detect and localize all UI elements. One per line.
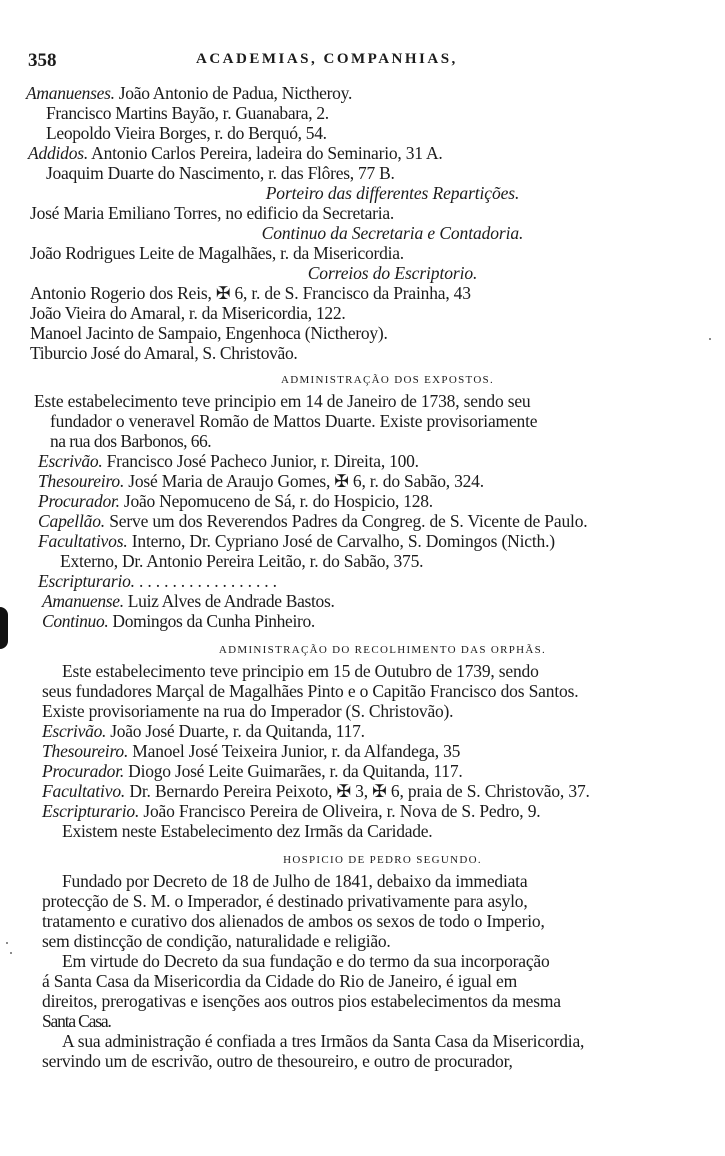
line-text: Este estabelecimento teve principio em 15 de Outubro de 1739, sendo (62, 661, 539, 681)
line-text: direitos, prerogativas e isenções aos outros pios estabelecimentos da mesma (42, 991, 561, 1011)
line-text: Manoel José Teixeira Junior, r. da Alfandega, 35 (128, 741, 461, 761)
line-text: Francisco Martins Bayão, r. Guanabara, 2. (46, 103, 329, 123)
paper-speck (10, 952, 12, 954)
text-line (38, 571, 725, 591)
line-text: tratamento e curativo dos alienados de ambos os sexos de todo o Imperio, (42, 911, 545, 931)
text-line (30, 303, 725, 323)
line-text: fundador o veneravel Romão de Mattos Duarte. Existe provisoriamente (50, 411, 538, 431)
line-text: Francisco José Pacheco Junior, r. Direita, 100. (102, 451, 419, 471)
line-text: Santa Casa. (42, 1011, 111, 1031)
text-line (42, 781, 725, 801)
line-text: na rua dos Barbonos, 66. (50, 431, 212, 451)
role-label: Porteiro das differentes Repartições. (265, 183, 520, 203)
section-heading: ADMINISTRAÇÃO DO RECOLHIMENTO DAS ORPHÃS. (218, 644, 547, 656)
text-line (42, 971, 725, 991)
line-text: Antonio Carlos Pereira, ladeira do Seminario, 31 A. (87, 143, 443, 163)
role-label: Capellão. (38, 511, 106, 531)
line-text: João Antonio de Padua, Nictheroy. (114, 83, 353, 103)
text-line (38, 531, 725, 551)
line-text: Manoel Jacinto de Sampaio, Engenhoca (Nictheroy). (30, 323, 388, 343)
running-title: ACADEMIAS, COMPANHIAS, (196, 51, 458, 67)
role-label: Correios do Escriptorio. (307, 263, 478, 283)
role-label: Continuo. (42, 611, 109, 631)
line-text: A sua administração é confiada a tres Irmãos da Santa Casa da Misericordia, (62, 1031, 585, 1051)
text-line (42, 801, 725, 821)
line-text: Leopoldo Vieira Borges, r. do Berquó, 54. (46, 123, 327, 143)
role-label: Facultativo. (42, 781, 126, 801)
line-text: João Francisco Pereira de Oliveira, r. Nova de S. Pedro, 9. (139, 801, 541, 821)
line-text: Em virtude do Decreto da sua fundação e do termo da sua incorporação (62, 951, 550, 971)
text-line (50, 411, 725, 431)
text-line (0, 637, 725, 660)
text-line (46, 163, 725, 183)
text-line (42, 721, 725, 741)
paper-speck (709, 338, 711, 340)
text-line (30, 243, 725, 263)
line-text: Interno, Dr. Cypriano José de Carvalho, S. Domingos (Nicth.) (127, 531, 555, 551)
role-label: Escripturario. (38, 571, 135, 591)
text-line (42, 891, 725, 911)
text-line (42, 591, 725, 611)
line-text: João Vieira do Amaral, r. da Misericordia, 122. (30, 303, 346, 323)
text-line (46, 123, 725, 143)
line-text: Domingos da Cunha Pinheiro. (108, 611, 315, 631)
line-text: João Nepomuceno de Sá, r. do Hospicio, 128. (119, 491, 433, 511)
role-label: Escrivão. (38, 451, 103, 471)
text-line (62, 951, 725, 971)
role-label: Escripturario. (42, 801, 140, 821)
text-line (42, 741, 725, 761)
role-label: Amanuense. (42, 591, 124, 611)
role-label: Continuo da Secretaria e Contadoria. (261, 223, 524, 243)
line-text: Externo, Dr. Antonio Pereira Leitão, r. do Sabão, 375. (60, 551, 424, 571)
text-line (30, 343, 725, 363)
role-label: Procurador. (42, 761, 125, 781)
line-text: José Maria de Araujo Gomes, ✠ 6, r. do Sabão, 324. (124, 471, 484, 491)
text-line (0, 183, 725, 203)
line-text: Existem neste Estabelecimento dez Irmãs da Caridade. (62, 821, 433, 841)
text-line (62, 821, 725, 841)
text-line (42, 911, 725, 931)
text-line (62, 661, 725, 681)
text-line (42, 761, 725, 781)
line-text: Existe provisoriamente na rua do Imperador (S. Christovão). (42, 701, 454, 721)
line-text: Luiz Alves de Andrade Bastos. (123, 591, 335, 611)
role-label: Facultativos. (38, 531, 128, 551)
line-text: José Maria Emiliano Torres, no edificio da Secretaria. (30, 203, 395, 223)
text-line (62, 1031, 725, 1051)
role-label: Escrivão. (42, 721, 107, 741)
text-line (0, 263, 725, 283)
line-text: Serve um dos Reverendos Padres da Congreg. de S. Vicente de Paulo. (105, 511, 588, 531)
line-text: Este estabelecimento teve principio em 14 de Janeiro de 1738, sendo seu (34, 391, 531, 411)
line-text: João José Duarte, r. da Quitanda, 117. (106, 721, 365, 741)
text-line (42, 611, 725, 631)
text-line (38, 471, 725, 491)
text-line (30, 283, 725, 303)
line-text: protecção de S. M. o Imperador, é destinado privativamente para asylo, (42, 891, 528, 911)
ink-blot-margin (0, 607, 8, 649)
line-text: Fundado por Decreto de 18 de Julho de 1841, debaixo da immediata (62, 871, 528, 891)
text-line (0, 847, 725, 870)
text-line (42, 701, 725, 721)
text-line (42, 1011, 725, 1031)
text-line (26, 83, 725, 103)
line-text: Dr. Bernardo Pereira Peixoto, ✠ 3, ✠ 6, praia de S. Christovão, 37. (125, 781, 590, 801)
text-line (60, 551, 725, 571)
text-line (0, 367, 725, 390)
role-label: Procurador. (38, 491, 120, 511)
text-line (0, 223, 725, 243)
text-line (42, 991, 725, 1011)
page-number: 358 (28, 50, 57, 71)
text-line (42, 1051, 725, 1071)
line-text: servindo um de escrivão, outro de thesoureiro, e outro de procurador, (42, 1051, 513, 1071)
line-text: Antonio Rogerio dos Reis, ✠ 6, r. de S. Francisco da Prainha, 43 (30, 283, 471, 303)
text-line (38, 451, 725, 471)
line-text: . . . . . . . . . . . . . . . . . (134, 571, 277, 591)
line-text: Diogo José Leite Guimarães, r. da Quitanda, 117. (124, 761, 463, 781)
line-text: João Rodrigues Leite de Magalhães, r. da Misericordia. (30, 243, 404, 263)
text-line (38, 511, 725, 531)
role-label: Thesoureiro. (42, 741, 129, 761)
role-label: Thesoureiro. (38, 471, 125, 491)
paper-speck (6, 942, 8, 944)
line-text: seus fundadores Marçal de Magalhães Pinto e o Capitão Francisco dos Santos. (42, 681, 579, 701)
line-text: Tiburcio José do Amaral, S. Christovão. (30, 343, 298, 363)
text-line (46, 103, 725, 123)
text-line (38, 491, 725, 511)
line-text: Joaquim Duarte do Nascimento, r. das Flôres, 77 B. (46, 163, 395, 183)
text-line (62, 871, 725, 891)
role-label: Amanuenses. (26, 83, 115, 103)
text-line (42, 681, 725, 701)
role-label: Addidos. (28, 143, 88, 163)
section-heading: HOSPICIO DE PEDRO SEGUNDO. (283, 854, 482, 866)
text-line (50, 431, 725, 451)
text-line (30, 203, 725, 223)
line-text: á Santa Casa da Misericordia da Cidade do Rio de Janeiro, é igual em (42, 971, 517, 991)
section-heading: ADMINISTRAÇÃO DOS EXPOSTOS. (280, 374, 495, 386)
text-line (30, 323, 725, 343)
text-line (28, 143, 725, 163)
text-line (34, 391, 725, 411)
line-text: sem distincção de condição, naturalidade e religião. (42, 931, 391, 951)
text-line (42, 931, 725, 951)
